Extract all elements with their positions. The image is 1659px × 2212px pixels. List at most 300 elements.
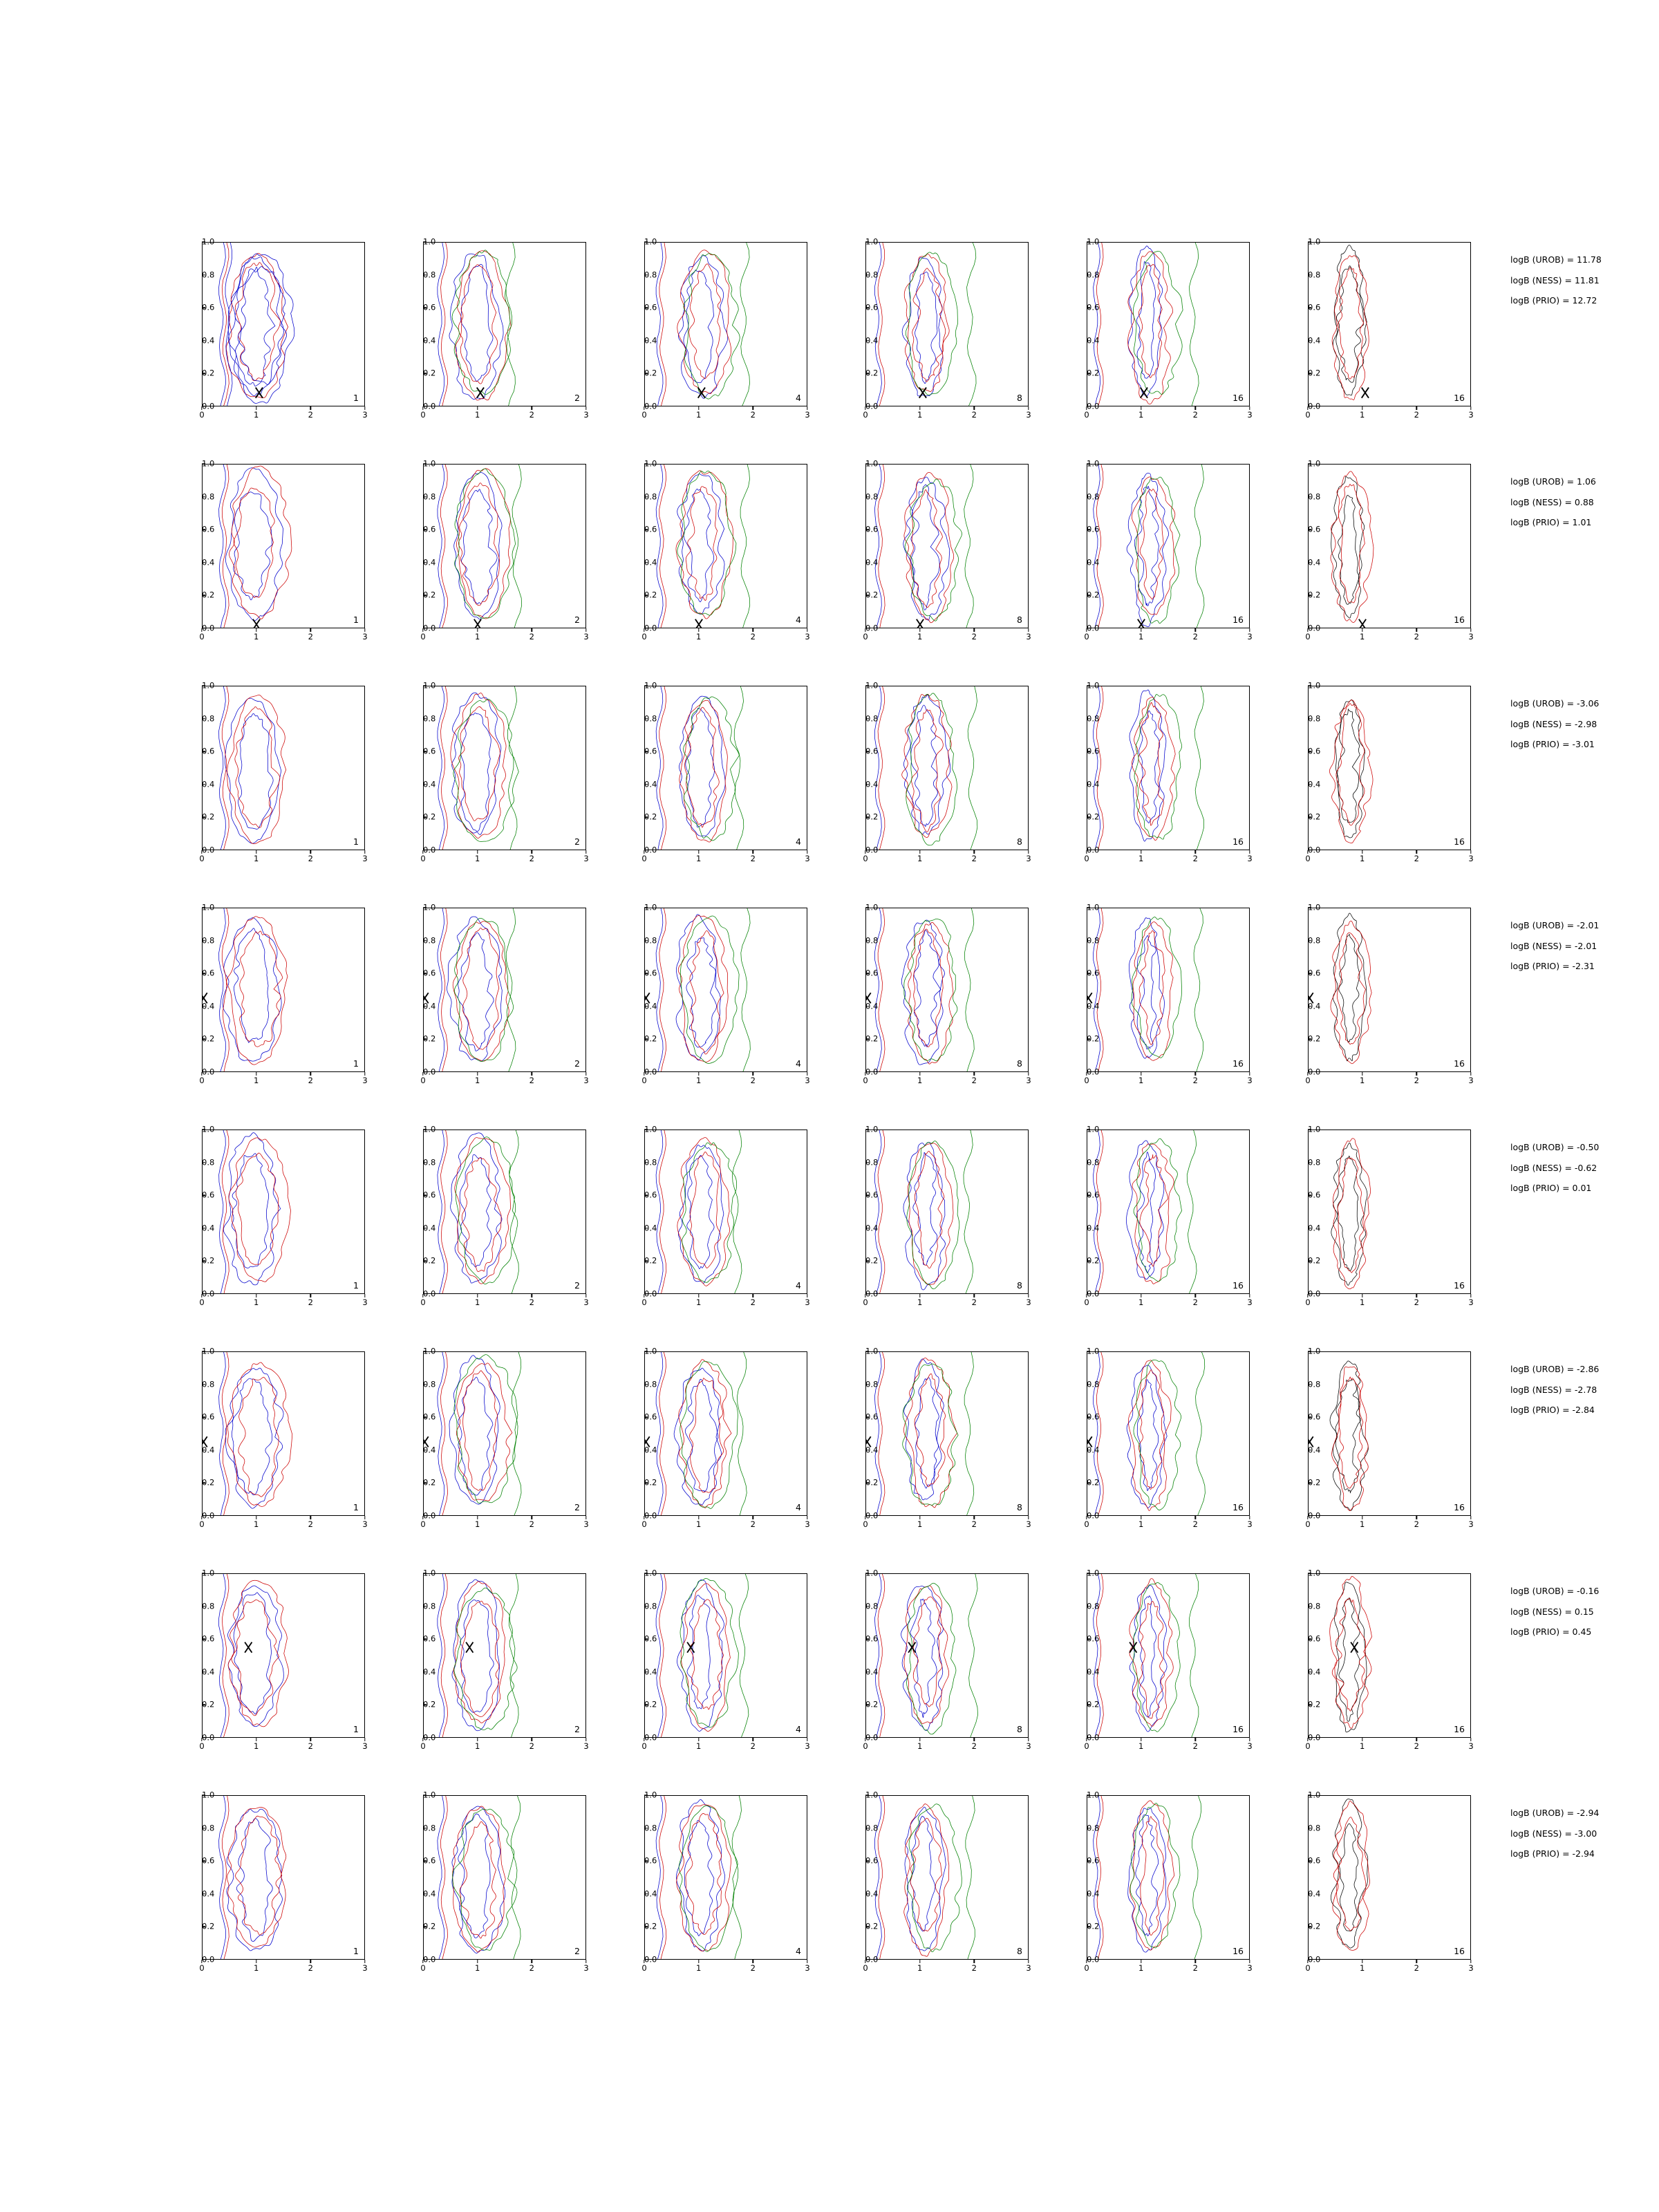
y-tick-mark <box>1087 1893 1090 1894</box>
row-annotation-block <box>1510 1143 1599 1205</box>
y-tick-mark <box>423 1794 427 1795</box>
y-tick-mark <box>202 307 205 308</box>
x-tick-mark <box>1307 406 1308 410</box>
x-tick-mark <box>1086 1516 1087 1519</box>
x-tick-label: 1 <box>1359 410 1365 420</box>
panel-corner-label: 1 <box>353 1501 359 1512</box>
y-tick-mark <box>1308 1261 1311 1262</box>
logb-annotation: logB (PRIO) = -2.94 <box>1510 1848 1595 1859</box>
contour-cell <box>1051 686 1255 868</box>
contour-plot-panel[interactable] <box>202 1351 365 1516</box>
y-tick-mark <box>1308 1293 1311 1294</box>
x-tick-label: 3 <box>1026 1297 1031 1307</box>
panel-corner-label: 8 <box>1017 1280 1022 1291</box>
y-tick-mark <box>644 562 648 563</box>
contour-plot-panel[interactable] <box>644 686 807 850</box>
x-tick-mark <box>201 1960 202 1963</box>
y-tick-mark <box>644 463 648 464</box>
contour-cell <box>1272 1130 1477 1312</box>
x-tick-mark <box>585 628 586 632</box>
y-tick-mark <box>1308 1737 1311 1738</box>
y-tick-mark <box>202 1071 205 1072</box>
x-tick-mark <box>1416 1294 1417 1297</box>
x-tick-mark <box>310 406 311 410</box>
panel-corner-label: 16 <box>1232 1501 1244 1512</box>
x-tick-label: 1 <box>1138 854 1144 863</box>
y-tick-mark <box>865 907 869 908</box>
x-tick-label: 1 <box>917 410 923 420</box>
x-tick-mark <box>919 1516 920 1519</box>
x-tick-mark <box>1470 1738 1471 1741</box>
contour-cell <box>166 464 371 646</box>
y-tick-mark <box>423 274 427 275</box>
x-tick-label: 3 <box>583 1519 589 1529</box>
x-tick-mark <box>1307 1516 1308 1519</box>
x-tick-mark <box>1086 628 1087 632</box>
contour-cell <box>387 908 592 1090</box>
y-tick-mark <box>1308 274 1311 275</box>
x-tick-label: 0 <box>863 632 868 641</box>
y-tick-mark <box>1308 1515 1311 1516</box>
y-tick-mark <box>202 1515 205 1516</box>
x-tick-mark <box>1470 1516 1471 1519</box>
y-tick-mark <box>865 463 869 464</box>
contour-plot-panel[interactable] <box>644 242 807 406</box>
x-tick-label: 2 <box>1192 1297 1198 1307</box>
y-tick-mark <box>1087 1671 1090 1672</box>
contour-plot-panel[interactable] <box>1087 242 1250 406</box>
x-tick-label: 0 <box>199 632 205 641</box>
x-tick-label: 3 <box>362 410 368 420</box>
y-tick-mark <box>644 1384 648 1385</box>
y-tick-mark <box>1308 595 1311 596</box>
x-tick-label: 2 <box>308 1519 313 1529</box>
contour-plot-panel[interactable] <box>644 464 807 628</box>
x-tick-label: 2 <box>750 854 756 863</box>
contour-cell <box>1051 1130 1255 1312</box>
x-tick-label: 1 <box>253 1519 259 1529</box>
x-tick-label: 1 <box>253 632 259 641</box>
y-tick-mark <box>423 1162 427 1163</box>
x-tick-mark <box>698 850 699 854</box>
x-tick-label: 3 <box>1468 1963 1474 1973</box>
x-tick-label: 2 <box>529 1963 534 1973</box>
y-tick-mark <box>865 562 869 563</box>
x-tick-label: 2 <box>1192 1741 1198 1751</box>
contour-plot-panel[interactable] <box>644 908 807 1072</box>
y-tick-mark <box>423 1860 427 1861</box>
x-tick-label: 0 <box>420 1963 426 1973</box>
y-tick-mark <box>1087 1162 1090 1163</box>
logb-annotation: logB (PRIO) = -2.84 <box>1510 1405 1595 1415</box>
y-tick-mark <box>644 1261 648 1262</box>
contour-plot-panel[interactable] <box>202 242 365 406</box>
y-tick-mark <box>1308 907 1311 908</box>
logb-annotation: logB (NESS) = -0.62 <box>1510 1162 1597 1173</box>
contour-cell <box>387 1130 592 1312</box>
x-tick-label: 1 <box>917 632 923 641</box>
y-tick-mark <box>644 1293 648 1294</box>
contour-plot-panel[interactable] <box>865 1573 1029 1738</box>
contour-plot-panel[interactable] <box>202 1573 365 1738</box>
x-tick-mark <box>364 406 365 410</box>
x-tick-mark <box>1086 1960 1087 1963</box>
y-tick-mark <box>202 562 205 563</box>
contour-plot-panel[interactable] <box>202 686 365 850</box>
y-tick-mark <box>644 685 648 686</box>
x-tick-label: 2 <box>750 1741 756 1751</box>
panel-corner-label: 1 <box>353 1945 359 1956</box>
logb-annotation: logB (UROB) = -2.86 <box>1510 1364 1600 1374</box>
contour-plot-panel[interactable] <box>1087 1795 1250 1960</box>
x-tick-mark <box>1416 1738 1417 1741</box>
y-tick-mark <box>202 1893 205 1894</box>
contour-plot-panel[interactable] <box>644 1573 807 1738</box>
x-tick-label: 1 <box>474 854 480 863</box>
contour-cell <box>387 464 592 646</box>
x-tick-label: 1 <box>1138 1076 1144 1085</box>
contour-plot-panel[interactable] <box>1087 1351 1250 1516</box>
contour-row <box>166 686 1493 908</box>
x-tick-label: 1 <box>1138 1741 1144 1751</box>
x-tick-mark <box>1086 1294 1087 1297</box>
panel-corner-label: 4 <box>796 614 801 625</box>
x-tick-label: 2 <box>1414 1963 1419 1973</box>
x-tick-mark <box>919 406 920 410</box>
x-tick-label: 1 <box>695 1519 702 1529</box>
x-tick-label: 0 <box>420 410 426 420</box>
contour-plot-panel[interactable] <box>644 1130 807 1294</box>
x-tick-label: 2 <box>1192 1963 1198 1973</box>
panel-corner-label: 4 <box>796 836 801 847</box>
x-tick-mark <box>364 1516 365 1519</box>
contour-plot-panel[interactable] <box>1308 464 1471 628</box>
contour-plot-panel[interactable] <box>1308 1573 1471 1738</box>
x-tick-label: 1 <box>474 1963 480 1973</box>
y-tick-mark <box>423 1129 427 1130</box>
x-tick-mark <box>1028 406 1029 410</box>
x-tick-label: 1 <box>917 1519 923 1529</box>
contour-plot-panel[interactable] <box>865 908 1029 1072</box>
contour-plot-panel[interactable] <box>1308 242 1471 406</box>
logb-annotation: logB (NESS) = -2.98 <box>1510 718 1597 729</box>
panel-corner-label: 4 <box>796 1501 801 1512</box>
x-tick-mark <box>1195 1738 1196 1741</box>
contour-plot-panel[interactable] <box>1087 686 1250 850</box>
contour-plot-panel[interactable] <box>644 1351 807 1516</box>
x-tick-label: 3 <box>1026 1963 1031 1973</box>
x-tick-mark <box>201 850 202 854</box>
x-tick-label: 1 <box>1359 1297 1365 1307</box>
x-tick-mark <box>698 1072 699 1076</box>
x-tick-label: 0 <box>863 1519 868 1529</box>
x-tick-label: 2 <box>308 1963 313 1973</box>
contour-plot-panel[interactable] <box>202 908 365 1072</box>
contour-cell <box>830 242 1034 424</box>
x-tick-label: 1 <box>1359 1519 1365 1529</box>
contour-plot-panel[interactable] <box>865 686 1029 850</box>
y-tick-mark <box>202 1384 205 1385</box>
logb-annotation: logB (PRIO) = -2.31 <box>1510 961 1595 971</box>
y-tick-mark <box>202 595 205 596</box>
contour-plot-panel[interactable] <box>423 1130 586 1294</box>
logb-annotation: logB (PRIO) = 1.01 <box>1510 517 1592 527</box>
x-tick-label: 1 <box>1138 1297 1144 1307</box>
contour-plot-panel[interactable] <box>423 1351 586 1516</box>
x-tick-label: 2 <box>971 854 977 863</box>
x-tick-label: 3 <box>583 1963 589 1973</box>
x-tick-label: 3 <box>362 1297 368 1307</box>
x-tick-label: 2 <box>1192 632 1198 641</box>
x-tick-label: 1 <box>1138 1963 1144 1973</box>
y-tick-mark <box>423 685 427 686</box>
contour-plot-panel[interactable] <box>202 1795 365 1960</box>
y-tick-mark <box>644 1071 648 1072</box>
x-tick-mark <box>477 406 478 410</box>
x-tick-label: 3 <box>1026 632 1031 641</box>
x-tick-mark <box>201 1738 202 1741</box>
y-tick-mark <box>202 1039 205 1040</box>
contour-plot-panel[interactable] <box>865 242 1029 406</box>
contour-plot-panel[interactable] <box>423 242 586 406</box>
row-annotation-block <box>1510 700 1599 761</box>
y-tick-mark <box>423 340 427 341</box>
x-tick-mark <box>919 628 920 632</box>
x-tick-mark <box>1307 850 1308 854</box>
panel-corner-label: 16 <box>1454 1058 1465 1069</box>
y-tick-mark <box>865 1959 869 1960</box>
x-tick-label: 2 <box>750 632 756 641</box>
y-tick-mark <box>202 1162 205 1163</box>
x-tick-mark <box>477 1516 478 1519</box>
contour-plot-panel[interactable] <box>1087 1573 1250 1738</box>
contour-cell <box>1272 1573 1477 1756</box>
panel-corner-label: 2 <box>574 1058 580 1069</box>
logb-annotation: logB (UROB) = 1.06 <box>1510 476 1596 487</box>
contour-plot-panel[interactable] <box>423 686 586 850</box>
x-tick-mark <box>364 628 365 632</box>
contour-plot-panel[interactable] <box>1308 1351 1471 1516</box>
x-tick-label: 1 <box>695 1076 702 1085</box>
x-tick-mark <box>310 1294 311 1297</box>
y-tick-mark <box>644 496 648 497</box>
contour-plot-panel[interactable] <box>1308 1795 1471 1960</box>
contour-cell <box>608 908 813 1090</box>
x-tick-mark <box>1416 1072 1417 1076</box>
x-tick-label: 3 <box>1026 1519 1031 1529</box>
y-tick-mark <box>644 1959 648 1960</box>
y-tick-mark <box>865 1293 869 1294</box>
y-tick-mark <box>1308 1893 1311 1894</box>
logb-annotation: logB (PRIO) = -3.01 <box>1510 739 1595 749</box>
contour-cell <box>1272 1795 1477 1978</box>
x-tick-label: 3 <box>1247 854 1253 863</box>
panel-corner-label: 16 <box>1232 1723 1244 1734</box>
x-tick-label: 1 <box>253 1741 259 1751</box>
x-tick-label: 3 <box>583 410 589 420</box>
x-tick-label: 1 <box>1138 632 1144 641</box>
y-tick-mark <box>865 1071 869 1072</box>
x-tick-mark <box>974 1516 975 1519</box>
y-tick-mark <box>865 241 869 242</box>
panel-corner-label: 8 <box>1017 392 1022 403</box>
x-tick-mark <box>477 1738 478 1741</box>
y-tick-mark <box>1308 1671 1311 1672</box>
x-tick-label: 0 <box>1084 1963 1089 1973</box>
x-tick-label: 3 <box>1468 854 1474 863</box>
x-tick-mark <box>310 850 311 854</box>
x-tick-mark <box>201 1072 202 1076</box>
y-tick-mark <box>1308 340 1311 341</box>
y-tick-mark <box>1087 817 1090 818</box>
x-tick-label: 0 <box>420 1297 426 1307</box>
x-tick-label: 0 <box>863 1741 868 1751</box>
contour-plot-panel[interactable] <box>865 464 1029 628</box>
x-tick-label: 3 <box>583 1076 589 1085</box>
y-tick-mark <box>644 1794 648 1795</box>
x-tick-mark <box>477 1960 478 1963</box>
x-tick-mark <box>310 1738 311 1741</box>
y-tick-mark <box>423 1959 427 1960</box>
contour-cell <box>608 686 813 868</box>
contour-plot-panel[interactable] <box>1308 686 1471 850</box>
contour-plot-panel[interactable] <box>1087 908 1250 1072</box>
x-tick-label: 1 <box>1138 410 1144 420</box>
y-tick-mark <box>1308 784 1311 785</box>
y-tick-mark <box>1087 1959 1090 1960</box>
contour-plot-panel[interactable] <box>1308 1130 1471 1294</box>
y-tick-mark <box>423 907 427 908</box>
y-tick-mark <box>423 1638 427 1639</box>
logb-annotation: logB (NESS) = 0.15 <box>1510 1606 1594 1617</box>
y-tick-mark <box>865 1860 869 1861</box>
contour-cell <box>1051 242 1255 424</box>
x-tick-label: 3 <box>805 854 810 863</box>
x-tick-mark <box>310 1516 311 1519</box>
y-tick-mark <box>865 1671 869 1672</box>
x-tick-mark <box>1028 1294 1029 1297</box>
x-tick-label: 2 <box>308 854 313 863</box>
panel-corner-label: 8 <box>1017 1501 1022 1512</box>
contour-plot-panel[interactable] <box>202 1130 365 1294</box>
y-tick-mark <box>1308 373 1311 374</box>
x-tick-mark <box>422 406 423 410</box>
x-tick-label: 1 <box>253 410 259 420</box>
contour-plot-panel[interactable] <box>865 1130 1029 1294</box>
contour-plot-panel[interactable] <box>423 464 586 628</box>
contour-plot-panel[interactable] <box>423 1573 586 1738</box>
x-tick-label: 2 <box>529 632 534 641</box>
contour-plot-panel[interactable] <box>423 1795 586 1960</box>
x-tick-mark <box>1195 1294 1196 1297</box>
x-tick-label: 2 <box>1414 632 1419 641</box>
x-tick-label: 0 <box>641 854 647 863</box>
x-tick-label: 2 <box>308 410 313 420</box>
contour-plot-panel[interactable] <box>865 1795 1029 1960</box>
x-tick-mark <box>201 406 202 410</box>
y-tick-mark <box>644 1860 648 1861</box>
x-tick-label: 0 <box>1305 410 1311 420</box>
x-tick-mark <box>585 1516 586 1519</box>
x-tick-label: 3 <box>1468 1076 1474 1085</box>
x-tick-label: 0 <box>199 1741 205 1751</box>
contour-cell <box>387 1795 592 1978</box>
x-tick-label: 0 <box>1305 1076 1311 1085</box>
x-tick-label: 0 <box>199 1963 205 1973</box>
x-tick-mark <box>310 1960 311 1963</box>
y-tick-mark <box>1308 1129 1311 1130</box>
contour-plot-panel[interactable] <box>423 908 586 1072</box>
y-tick-mark <box>865 1794 869 1795</box>
x-tick-mark <box>1028 1738 1029 1741</box>
contour-cell <box>830 1795 1034 1978</box>
contour-plot-panel[interactable] <box>1087 464 1250 628</box>
x-tick-mark <box>974 1072 975 1076</box>
y-tick-mark <box>644 718 648 719</box>
contour-plot-panel[interactable] <box>202 464 365 628</box>
y-tick-mark <box>423 1293 427 1294</box>
x-tick-label: 0 <box>199 410 205 420</box>
y-tick-mark <box>1087 373 1090 374</box>
y-tick-mark <box>1087 1071 1090 1072</box>
contour-cell <box>1051 1573 1255 1756</box>
y-tick-mark <box>865 940 869 941</box>
contour-plot-panel[interactable] <box>865 1351 1029 1516</box>
x-tick-mark <box>974 628 975 632</box>
panel-corner-label: 16 <box>1454 1280 1465 1291</box>
y-tick-mark <box>423 1194 427 1195</box>
y-tick-mark <box>644 1638 648 1639</box>
contour-cell <box>166 1573 371 1756</box>
contour-plot-panel[interactable] <box>1087 1130 1250 1294</box>
x-tick-label: 0 <box>1084 854 1089 863</box>
x-tick-label: 0 <box>199 854 205 863</box>
x-tick-mark <box>310 628 311 632</box>
y-tick-mark <box>1087 1293 1090 1294</box>
contour-cell <box>1272 242 1477 424</box>
panel-corner-label: 8 <box>1017 1945 1022 1956</box>
x-tick-label: 3 <box>1026 854 1031 863</box>
x-tick-label: 0 <box>420 1076 426 1085</box>
x-tick-label: 2 <box>750 410 756 420</box>
x-tick-mark <box>477 850 478 854</box>
y-tick-mark <box>423 1893 427 1894</box>
y-tick-mark <box>644 595 648 596</box>
x-tick-label: 3 <box>1468 1519 1474 1529</box>
x-tick-label: 3 <box>805 1076 810 1085</box>
logb-annotation: logB (UROB) = -0.50 <box>1510 1142 1600 1152</box>
contour-cell <box>1272 686 1477 868</box>
y-tick-mark <box>202 784 205 785</box>
panel-corner-label: 16 <box>1232 392 1244 403</box>
x-tick-label: 1 <box>474 1741 480 1751</box>
contour-plot-panel[interactable] <box>1308 908 1471 1072</box>
x-tick-label: 0 <box>199 1519 205 1529</box>
x-tick-mark <box>1307 1960 1308 1963</box>
logb-annotation: logB (PRIO) = 12.72 <box>1510 295 1597 306</box>
y-tick-mark <box>865 340 869 341</box>
y-tick-mark <box>1308 1162 1311 1163</box>
x-tick-label: 0 <box>863 1076 868 1085</box>
y-tick-mark <box>865 1416 869 1417</box>
y-tick-mark <box>202 907 205 908</box>
y-tick-mark <box>644 1194 648 1195</box>
contour-plot-panel[interactable] <box>644 1795 807 1960</box>
y-tick-mark <box>865 1261 869 1262</box>
contour-cell <box>166 686 371 868</box>
y-tick-mark <box>644 907 648 908</box>
contour-cell <box>608 1573 813 1756</box>
